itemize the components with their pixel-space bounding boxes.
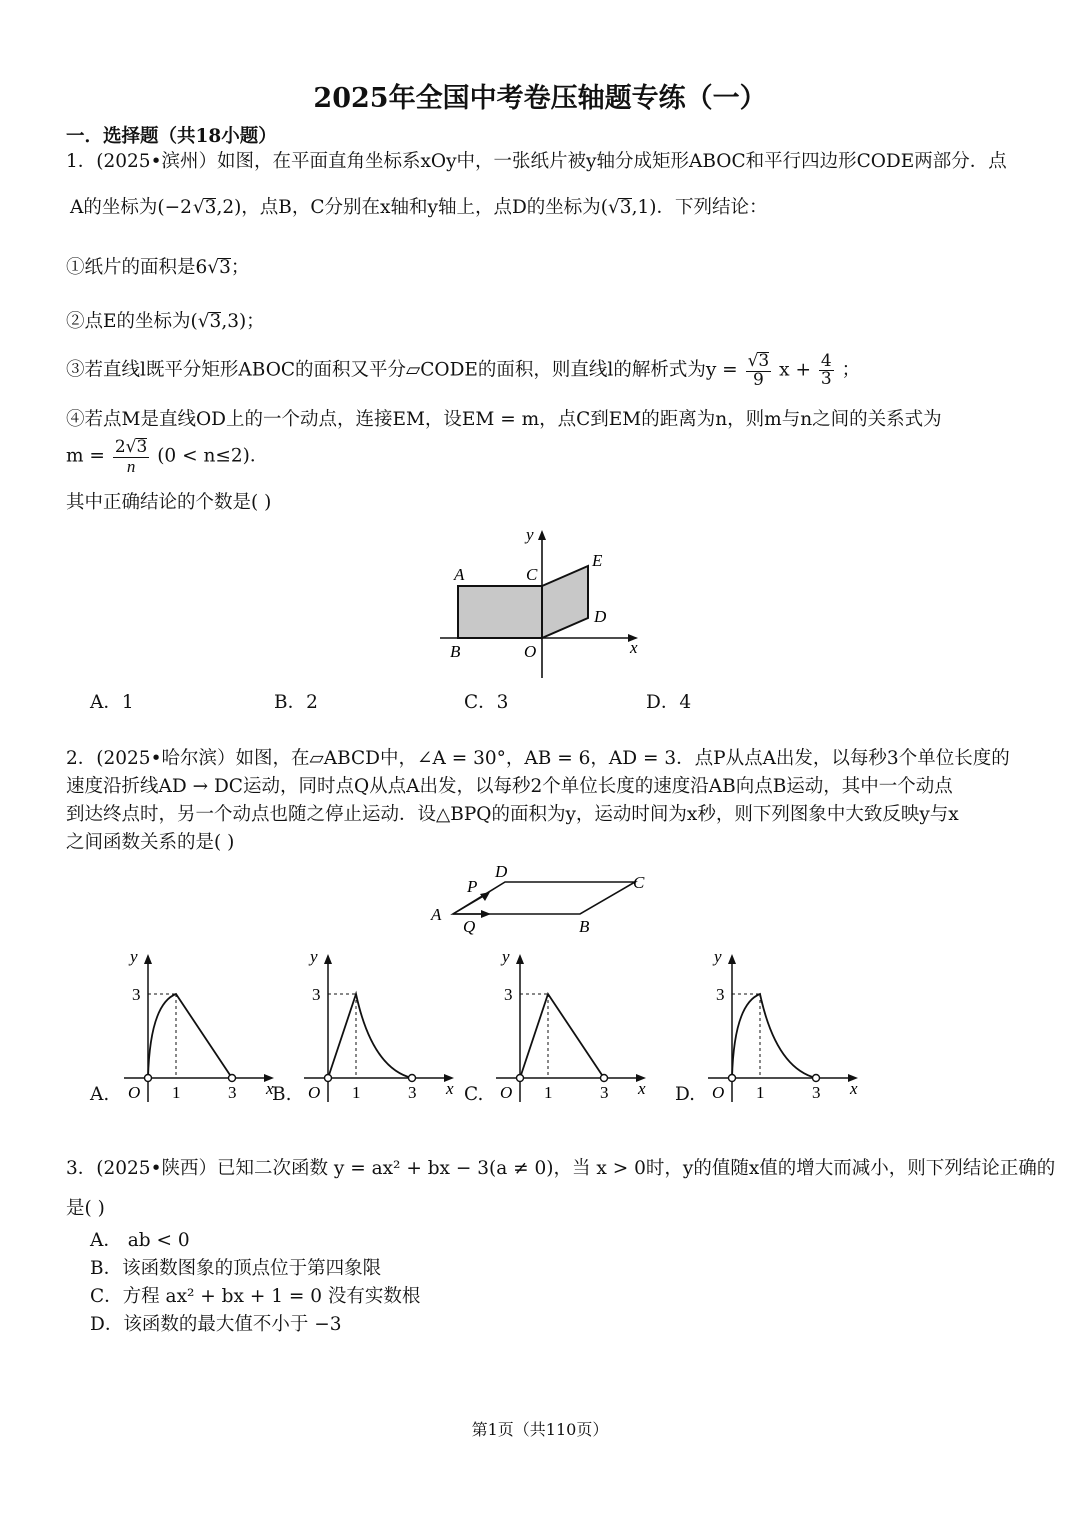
q3-option-c: C．方程 ax² + bx + 1 = 0 没有实数根: [90, 1286, 421, 1307]
q1-line2-sqrt2: 3: [619, 197, 632, 218]
q1-option-d: D．4: [646, 692, 692, 713]
graph-curve: [328, 994, 412, 1078]
page-footer: 第1页（共110页）: [471, 1420, 609, 1439]
fig2-label-a: A: [431, 905, 442, 924]
graph-label-x3: 3: [812, 1083, 821, 1102]
graph-curve: [732, 994, 816, 1078]
q1-option-c: C．3: [464, 692, 509, 713]
q3-option-a: A． ab < 0: [90, 1230, 190, 1251]
q1-conclusion-1: ①纸片的面积是6√3；: [66, 257, 250, 278]
graph-label-y: y: [310, 947, 318, 966]
graph-label-y: y: [714, 947, 722, 966]
fig1-label-d: D: [594, 607, 607, 626]
arrow-q-head: [481, 910, 491, 918]
graph-label-x3: 3: [228, 1083, 237, 1102]
graph-b: [300, 942, 460, 1107]
q1-line2-pre: A的坐标为(−2: [70, 197, 192, 218]
q1-conclusion-4: ④若点M是直线OD上的一个动点，连接EM，设EM = m，点C到EM的距离为n，则m与n之间的关系式为: [66, 409, 942, 430]
q1-c3-post: ；: [841, 359, 861, 381]
q1-line2-sqrt: 3: [204, 197, 217, 218]
graph-label-x: x: [266, 1079, 274, 1098]
q2-line2: 速度沿折线AD → DC运动，同时点Q从点A出发，以每秒2个单位长度的速度沿AB向点B运动，其中一个动点: [66, 776, 953, 797]
fig1-label-y: y: [526, 525, 534, 544]
section-heading: 一．选择题（共18小题）: [66, 126, 277, 147]
fig2-label-d: D: [495, 862, 508, 881]
q3-line1: 3．(2025•陕西）已知二次函数 y = ax² + bx − 3(a ≠ 0)，当 x > 0时，y的值随x值的增大而减小，则下列结论正确的: [66, 1158, 1056, 1179]
q1-c3-frac2-den: 3: [820, 369, 832, 390]
graph-curve: [520, 994, 604, 1078]
q2-line4: 之间函数关系的是( ): [66, 832, 235, 853]
q1-c4b-num-sqrt: 3: [136, 437, 148, 457]
graph-label-x3: 3: [408, 1083, 417, 1102]
q2-option-b: B.: [272, 1084, 292, 1105]
page-title: 2025年全国中考卷压轴题专练（一）: [313, 83, 767, 114]
q1-c4b-den: n: [126, 456, 136, 476]
q1-question: 其中正确结论的个数是( ): [66, 492, 272, 513]
q1-c3-frac1-den: 9: [753, 369, 764, 390]
q1-c4b-num-pre: 2: [114, 437, 126, 457]
graph-label-o: O: [308, 1083, 321, 1102]
graph-open-point-origin: [145, 1075, 152, 1082]
q1-figure: [430, 520, 650, 685]
q1-c1-post: ；: [230, 257, 250, 278]
graph-y-arrow: [728, 954, 736, 964]
q1-line2: A的坐标为(−2√3,2)，点B，C分别在x轴和y轴上，点D的坐标为(√3,1)．下列结论：: [70, 197, 768, 218]
parallelogram-code: [542, 566, 588, 638]
q1-c3-frac2: [819, 350, 834, 390]
fig1-label-o: O: [524, 642, 537, 661]
graph-label-x3: 3: [600, 1083, 609, 1102]
graph-label-o: O: [712, 1083, 725, 1102]
graph-open-point-end: [813, 1075, 820, 1082]
fig2-label-p: P: [467, 877, 478, 896]
graph-label-y3: 3: [132, 985, 141, 1004]
graph-label-x: x: [638, 1079, 646, 1098]
fig1-label-b: B: [450, 642, 461, 661]
graph-label-x: x: [446, 1079, 454, 1098]
graph-d: [704, 942, 864, 1107]
graph-open-point-origin: [325, 1075, 332, 1082]
fig2-label-q: Q: [463, 917, 476, 936]
q2-option-c: C.: [464, 1084, 484, 1105]
q2-option-a: A.: [90, 1084, 110, 1105]
graph-label-x1: 1: [544, 1083, 553, 1102]
q3-option-d: D．该函数的最大值不小于 −3: [90, 1314, 342, 1335]
q2-figure: [425, 858, 655, 938]
graph-label-x: x: [850, 1079, 858, 1098]
q1-c1-sqrt: 3: [219, 257, 231, 278]
q2-line3: 到达终点时，另一个动点也随之停止运动．设△BPQ的面积为y，运动时间为x秒，则下列图象中大致反映y与x: [66, 804, 959, 825]
q3-option-b: B．该函数图象的顶点位于第四象限: [90, 1258, 382, 1279]
fig1-label-x: x: [630, 638, 638, 657]
graph-y-arrow: [516, 954, 524, 964]
graph-y-arrow: [144, 954, 152, 964]
q1-c2-post: ,3)；: [221, 311, 265, 332]
q1-c1-pre: ①纸片的面积是6: [66, 257, 208, 278]
graph-label-o: O: [128, 1083, 141, 1102]
q1-c4b-pre: m =: [66, 445, 105, 467]
graph-label-o: O: [500, 1083, 513, 1102]
q1-line2-mid: ,2)，点B，C分别在x轴和y轴上，点D的坐标为(: [216, 197, 608, 218]
graph-open-point-origin: [517, 1075, 524, 1082]
graph-label-x1: 1: [352, 1083, 361, 1102]
fig2-label-c: C: [633, 873, 645, 892]
graph-label-y3: 3: [312, 985, 321, 1004]
q1-option-b: B．2: [274, 692, 318, 713]
q1-c3-pre: ③若直线l既平分矩形ABOC的面积又平分▱CODE的面积，则直线l的解析式为y =: [66, 359, 738, 381]
graph-label-y3: 3: [504, 985, 513, 1004]
fig1-label-e: E: [592, 551, 603, 570]
graph-a: [120, 942, 280, 1107]
q1-line2-post: ,1)．下列结论：: [631, 197, 768, 218]
q1-conclusion-4-formula: [66, 438, 268, 476]
rectangle-aboc: [458, 586, 542, 638]
graph-label-x1: 1: [756, 1083, 765, 1102]
q1-c3-frac1-num: 3: [758, 351, 770, 371]
graph-open-point-end: [229, 1075, 236, 1082]
graph-open-point-end: [409, 1075, 416, 1082]
q1-c3-frac2-num: 4: [820, 350, 832, 371]
q1-line1: 1．(2025•滨州）如图，在平面直角坐标系xOy中，一张纸片被y轴分成矩形ABOC和平行四边形CODE两部分．点: [66, 151, 1007, 172]
q1-c2-pre: ②点E的坐标为(: [66, 311, 198, 332]
y-axis-arrow: [538, 530, 546, 540]
graph-label-y: y: [130, 947, 138, 966]
q1-c4b-post: (0 < n≤2)．: [157, 445, 269, 467]
q2-option-d: D.: [675, 1084, 696, 1105]
fig1-label-c: C: [526, 565, 538, 584]
q1-c3-mid: x +: [779, 359, 811, 381]
graph-open-point-origin: [729, 1075, 736, 1082]
q1-c2-sqrt: 3: [209, 311, 222, 332]
q3-line2: 是( ): [66, 1198, 105, 1219]
q1-conclusion-2: ②点E的坐标为(√3,3)；: [66, 311, 265, 332]
q1-option-a: A．1: [90, 692, 134, 713]
q1-c3-frac1: $\frac{√3}{9}$: [747, 351, 770, 390]
graph-label-x1: 1: [172, 1083, 181, 1102]
q1-c4b-frac: $\frac{2√3}{n}$: [114, 437, 148, 476]
graph-curve: [148, 994, 232, 1078]
fig2-label-b: B: [579, 917, 590, 936]
q1-conclusion-3: [66, 352, 860, 390]
graph-label-y3: 3: [716, 985, 725, 1004]
graph-label-y: y: [502, 947, 510, 966]
graph-c: [492, 942, 652, 1107]
fig1-label-a: A: [454, 565, 465, 584]
graph-y-arrow: [324, 954, 332, 964]
graph-open-point-end: [601, 1075, 608, 1082]
q2-line1: 2．(2025•哈尔滨）如图，在▱ABCD中，∠A = 30°，AB = 6，AD = 3．点P从点A出发，以每秒3个单位长度的: [66, 748, 1010, 769]
